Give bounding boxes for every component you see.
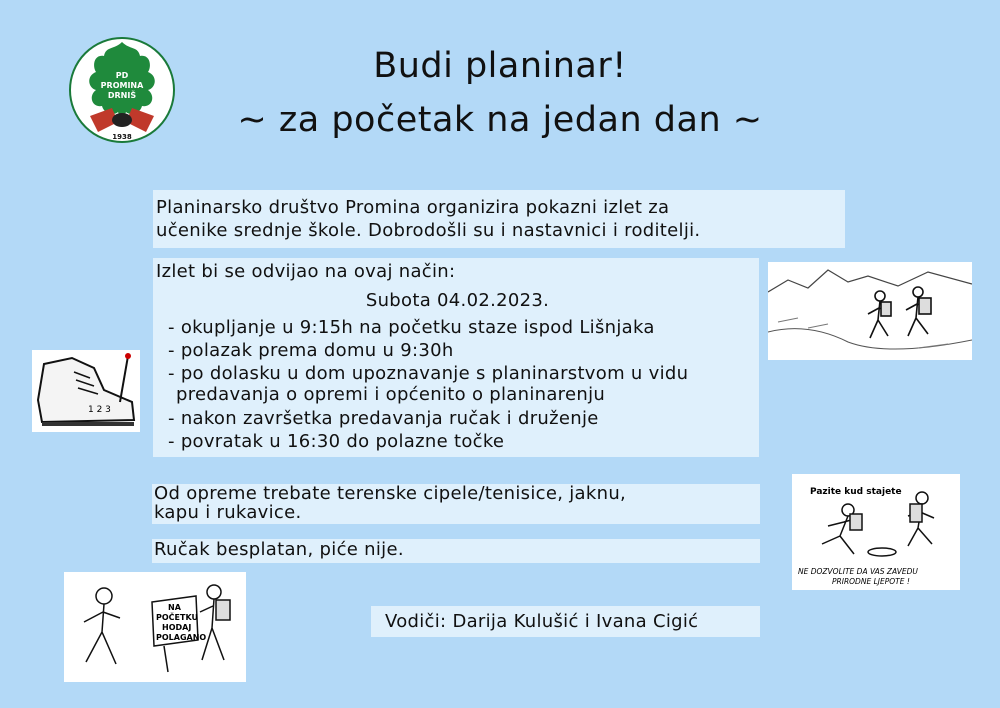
- cartoon-caption-top: Pazite kud stajete: [810, 487, 902, 497]
- oak-leaf-logo-icon: [68, 36, 176, 144]
- slow-start-cartoon: [64, 572, 246, 682]
- equipment-box: [152, 484, 760, 524]
- schedule-item: - po dolasku u dom upoznavanje s planinarstvom u vidu: [168, 363, 689, 384]
- schedule-heading: Izlet bi se odvijao na ovaj način:: [156, 261, 456, 282]
- tired-hikers-icon: [64, 572, 246, 682]
- schedule-item: - okupljanje u 9:15h na početku staze ispod Lišnjaka: [168, 317, 655, 338]
- schedule-list: [156, 316, 759, 453]
- logo-line2: PROMINA: [100, 81, 144, 90]
- boot-cartoon: [32, 350, 140, 432]
- stumbling-hikers-icon: [792, 474, 960, 590]
- schedule-item: - povratak u 16:30 do polazne točke: [168, 431, 505, 452]
- hikers-cartoon: [768, 262, 972, 360]
- svg-text:1 2 3: 1 2 3: [88, 405, 111, 415]
- schedule-item: - nakon završetka predavanja ručak i druženje: [168, 408, 599, 429]
- logo-year: 1938: [112, 133, 132, 141]
- cartoon-caption-bottom-2: PRIRODNE LJEPOTE !: [832, 577, 910, 586]
- cartoon-caption-bottom-1: NE DOZVOLITE DA VAS ZAVEDU: [798, 567, 918, 576]
- guides-text: Vodiči: Darija Kulušić i Ivana Cigić: [385, 611, 699, 632]
- page-title: Budi planinar!: [373, 46, 627, 86]
- schedule-item: - polazak prema domu u 9:30h: [168, 340, 454, 361]
- hiking-boot-icon: [32, 350, 140, 432]
- careful-cartoon: [792, 474, 960, 590]
- intro-line-2: učenike srednje škole. Dobrodošli su i nastavnici i roditelji.: [156, 220, 701, 241]
- sign-line-2: POČETKU: [156, 613, 199, 622]
- logo-line1: PD: [115, 71, 129, 80]
- intro-line-1: Planinarsko društvo Promina organizira pokazni izlet za: [156, 197, 670, 218]
- schedule-item-continued: predavanja o opremi i općenito o planinarenju: [176, 384, 606, 405]
- equipment-line-1: Od opreme trebate terenske cipele/tenisice, jaknu,: [154, 483, 627, 504]
- hikers-walking-icon: [768, 262, 972, 360]
- guides-box: [371, 606, 760, 637]
- intro-box: [153, 190, 845, 248]
- schedule-date: Subota 04.02.2023.: [365, 290, 550, 311]
- equipment-line-2: kapu i rukavice.: [154, 502, 302, 523]
- club-logo: [68, 36, 176, 144]
- page-subtitle: ~ za početak na jedan dan ~: [237, 100, 763, 140]
- logo-line3: DRNIŠ: [107, 91, 137, 100]
- schedule-box: [153, 258, 759, 457]
- lunch-text: Ručak besplatan, piće nije.: [154, 539, 404, 560]
- sign-line-4: POLAGANO: [156, 633, 207, 642]
- sign-line-3: HODAJ: [162, 623, 192, 632]
- lunch-box: [152, 539, 760, 563]
- sign-line-1: NA: [168, 603, 181, 612]
